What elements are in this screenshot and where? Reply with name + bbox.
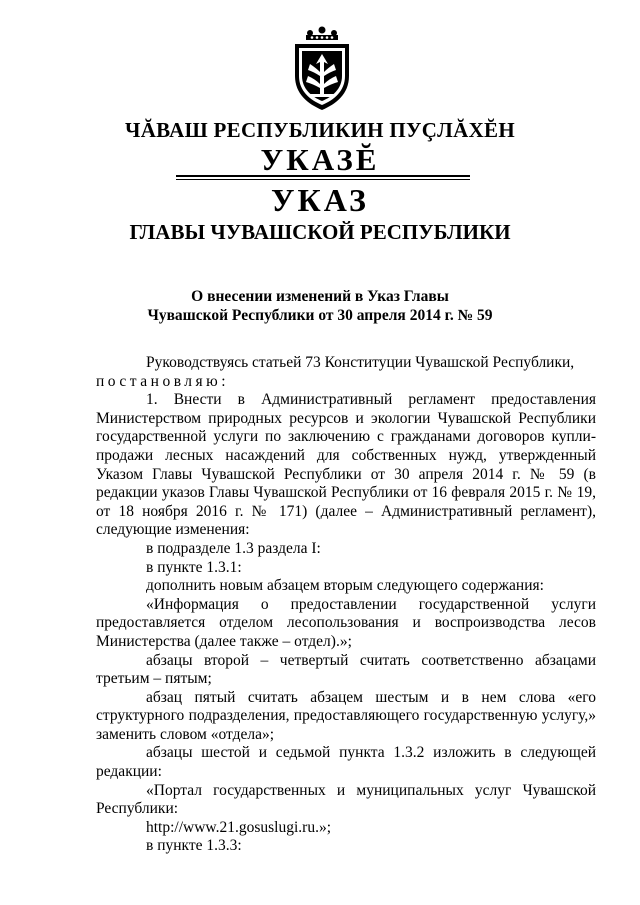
body-paragraph: «Портал государственных и муниципальных услуг Чувашской Республики:	[96, 781, 596, 818]
header-divider-thin	[176, 179, 470, 180]
body-paragraph: 1. Внести в Административный регламент предоставления Министерством природных ресурсов и экологии Чувашской Республики государственной услуги по заключению с гражданами договоров купли-продажи лесных насаждений для собственных нужд, утвержденный Указом Главы Чувашской Республики от 30 апреля 2014 г. № 59 (в редакции указов Главы Чувашской Республики от 16 февраля 2015 г. № 19, от 18 ноября 2016 г. № 171) (далее – Административный регламент), следующие изменения:	[96, 391, 596, 539]
body-paragraph: Руководствуясь статьей 73 Конституции Чувашской Республики,	[146, 354, 575, 371]
body-paragraph: абзацы второй – четвертый считать соответственно абзацами третьим – пятым;	[96, 651, 596, 688]
body-paragraph: в пункте 1.3.3:	[146, 837, 242, 855]
russian-decree-subtitle: ГЛАВЫ ЧУВАШСКОЙ РЕСПУБЛИКИ	[129, 220, 511, 244]
body-paragraph-decree-word: постановляю:	[96, 372, 230, 390]
body-paragraph: абзацы шестой и седьмой пункта 1.3.2 изложить в следующей редакции:	[96, 744, 596, 781]
document-title	[0, 287, 640, 325]
russian-decree-title: УКАЗ	[271, 182, 369, 218]
body-paragraph: в подразделе 1.3 раздела I:	[146, 539, 321, 557]
body-paragraph: дополнить новым абзацем вторым следующего содержания:	[146, 577, 544, 595]
body-paragraph: «Информация о предоставлении государственной услуги предоставляется отделом лесопользования и воспроизводства лесов Министерства (далее также – отдел).»;	[96, 595, 596, 650]
chuvash-decree-title: УКАЗĔ	[260, 142, 380, 177]
chuvash-header-line: ЧĂВАШ РЕСПУБЛИКИН ПУÇЛĂХĔН	[124, 118, 515, 142]
header-divider-thick	[176, 175, 470, 177]
document-body	[96, 354, 596, 856]
document-title-line1: О внесении изменений в Указ Главы	[191, 288, 449, 305]
body-paragraph-url: http://www.21.gosuslugi.ru.»;	[146, 818, 332, 836]
document-title-line2: Чувашской Республики от 30 апреля 2014 г. № 59	[147, 307, 493, 324]
coat-of-arms-emblem	[288, 24, 356, 112]
body-paragraph: абзац пятый считать абзацем шестым и в нем слова «его структурного подразделения, предоставляющего государственную услугу,» заменить словом «отдела»;	[96, 688, 596, 743]
body-paragraph: в пункте 1.3.1:	[146, 558, 242, 576]
